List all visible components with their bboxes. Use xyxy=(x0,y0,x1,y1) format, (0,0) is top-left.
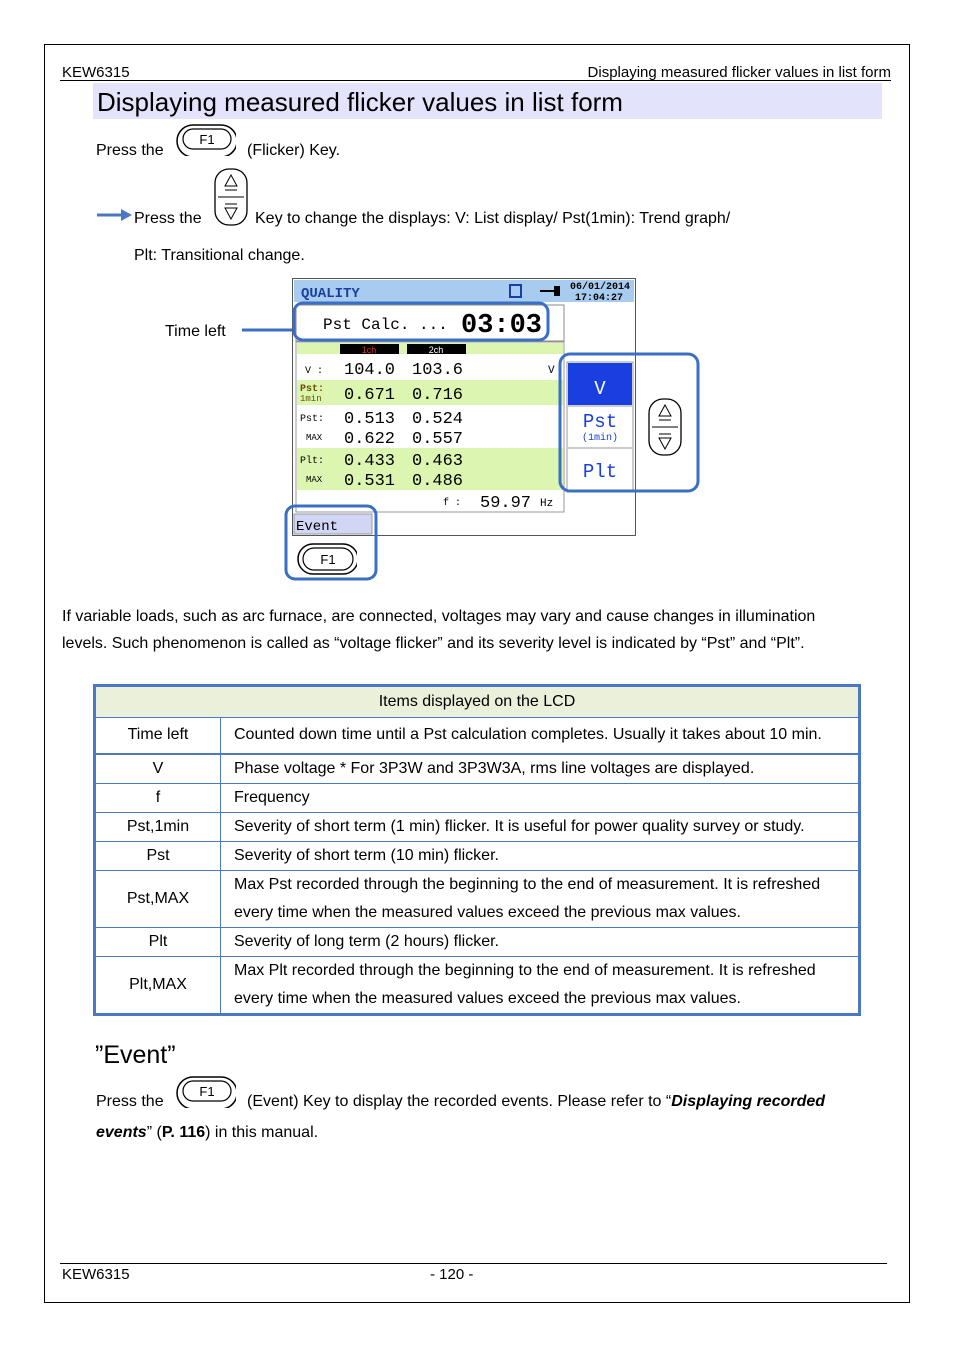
lcd-ch2: 2ch xyxy=(428,345,444,355)
header-model: KEW6315 xyxy=(62,64,130,81)
lcd-time: 17:04:27 xyxy=(575,293,624,304)
row-pltmax-label: MAX xyxy=(306,475,323,485)
row-pst-label: Pst: xyxy=(300,414,325,425)
time-left-callout: Time left xyxy=(165,323,226,340)
lcd-countdown: 03:03 xyxy=(461,311,543,341)
table-desc: Phase voltage * For 3P3W and 3P3W3A, rms line voltages are displayed. xyxy=(221,754,860,784)
lcd-calc-label: Pst Calc. ... xyxy=(323,316,448,334)
side-button-v: V xyxy=(594,378,606,400)
time-left-highlight xyxy=(294,303,548,340)
table-desc: Frequency xyxy=(221,783,860,812)
event-desc: (Event) Key to display the recorded events. Please refer to “ xyxy=(247,1093,672,1110)
freq-label: f : xyxy=(443,498,462,509)
row-pst-ch2: 0.524 xyxy=(412,410,464,429)
lcd-ch1: 1ch xyxy=(361,345,377,355)
footer-model: KEW6315 xyxy=(62,1266,130,1283)
table-item: Plt,MAX xyxy=(95,956,221,1014)
event-soft-button: Event xyxy=(296,519,339,535)
items-table xyxy=(93,684,861,1016)
row-plt-label: Plt: xyxy=(300,456,325,467)
table-item: Pst xyxy=(95,841,221,870)
row-plt-ch2: 0.463 xyxy=(412,452,464,471)
f1-key-label: F1 xyxy=(199,132,215,147)
table-item: Pst,1min xyxy=(95,812,221,841)
freq-unit: Hz xyxy=(540,498,554,510)
table-row xyxy=(95,754,860,784)
section-title: Displaying measured flicker values in list form xyxy=(97,87,623,117)
event-link-part2[interactable]: events xyxy=(96,1124,147,1141)
table-row xyxy=(95,783,860,812)
table-desc xyxy=(221,956,860,1014)
footer-divider xyxy=(60,1263,887,1264)
table-desc xyxy=(221,870,860,927)
table-desc-line: Max Pst recorded through the beginning to the end of measurement. It is refreshed xyxy=(234,875,821,893)
row-pst1min-ch1: 0.671 xyxy=(344,386,396,405)
f1-key-icon xyxy=(176,124,236,156)
side-button-pst: Pst xyxy=(582,411,618,433)
up-down-key-icon xyxy=(214,168,248,226)
step2-prefix: Press the xyxy=(134,210,202,227)
intro-line2: levels. Such phenomenon is called as “voltage flicker” and its severity level is indicated by “Pst” and “Plt”. xyxy=(62,635,805,652)
arrow-right-icon xyxy=(97,208,133,222)
event-link-part1[interactable]: Displaying recorded xyxy=(671,1093,826,1110)
event-prefix: Press the xyxy=(96,1093,164,1110)
table-desc-line: Max Plt recorded through the beginning to the end of measurement. It is refreshed xyxy=(234,961,816,979)
table-desc: Severity of long term (2 hours) flicker. xyxy=(221,927,860,956)
step1-prefix: Press the xyxy=(96,142,164,159)
lcd-title: QUALITY xyxy=(301,286,360,302)
table-row xyxy=(95,956,860,1014)
table-item: Pst,MAX xyxy=(95,870,221,927)
step1-suffix: (Flicker) Key. xyxy=(247,142,341,159)
row-pst-ch1: 0.513 xyxy=(344,410,396,429)
lcd-date: 06/01/2014 xyxy=(570,282,631,293)
table-row xyxy=(95,870,860,927)
row-plt-ch1: 0.433 xyxy=(344,452,396,471)
header-section: Displaying measured flicker values in list form xyxy=(587,64,891,81)
event-text-line2 xyxy=(96,1124,318,1142)
row-pltmax-ch2: 0.486 xyxy=(412,472,464,491)
table-header: Items displayed on the LCD xyxy=(95,686,860,718)
row-pstmax-ch2: 0.557 xyxy=(412,430,464,449)
row-pst1min-ch2: 0.716 xyxy=(412,386,464,405)
table-header-row xyxy=(95,686,860,718)
table-row xyxy=(95,927,860,956)
event-suffix: ) in this manual. xyxy=(205,1124,319,1141)
event-f1-key-label: F1 xyxy=(320,552,336,567)
section-title-band xyxy=(93,83,882,119)
table-row xyxy=(95,718,860,754)
row-pst1min-sub: 1min xyxy=(300,394,322,404)
step2-line2: Plt: Transitional change. xyxy=(134,247,305,264)
table-item: Plt xyxy=(95,927,221,956)
callout-overlays xyxy=(280,298,704,584)
row-pstmax-label: MAX xyxy=(306,433,323,443)
table-desc-line: every time when the measured values exceed the previous max values. xyxy=(234,903,741,921)
intro-line1: If variable loads, such as arc furnace, are connected, voltages may vary and cause changes in illumination xyxy=(62,608,816,625)
table-desc: Severity of short term (10 min) flicker. xyxy=(221,841,860,870)
table-item: Time left xyxy=(95,718,221,754)
event-key-f1-icon xyxy=(176,1076,236,1108)
header-divider xyxy=(60,80,891,81)
event-text xyxy=(247,1093,825,1111)
table-row xyxy=(95,841,860,870)
event-key-f1-label: F1 xyxy=(199,1084,215,1099)
page-frame xyxy=(44,44,910,1303)
event-f1-key-icon xyxy=(297,543,357,575)
side-button-pst-sub: (1min) xyxy=(581,433,619,444)
row-pst1min-label: Pst: xyxy=(300,384,325,395)
table-item: f xyxy=(95,783,221,812)
step2-suffix: Key to change the displays: V: List display/ Pst(1min): Trend graph/ xyxy=(255,210,731,227)
row-pltmax-ch1: 0.531 xyxy=(344,472,396,491)
table-row xyxy=(95,812,860,841)
freq-value: 59.97 xyxy=(480,494,532,513)
table-item: V xyxy=(95,754,221,784)
side-button-plt: Plt xyxy=(582,461,618,483)
table-desc-line: every time when the measured values exceed the previous max values. xyxy=(234,989,741,1007)
row-v-ch1: 104.0 xyxy=(344,361,396,380)
table-desc: Counted down time until a Pst calculation completes. Usually it takes about 10 min. xyxy=(221,718,860,754)
row-pstmax-ch1: 0.622 xyxy=(344,430,396,449)
footer-page-number: - 120 - xyxy=(430,1266,474,1283)
row-v-label: V : xyxy=(305,366,324,377)
table-desc: Severity of short term (1 min) flicker. It is useful for power quality survey or study. xyxy=(221,812,860,841)
row-v-ch2: 103.6 xyxy=(412,361,464,380)
event-mid: ” ( xyxy=(146,1124,162,1141)
row-v-unit: V xyxy=(548,365,555,377)
side-up-down-key-icon xyxy=(648,398,682,456)
event-page-ref[interactable]: P. 116 xyxy=(161,1124,206,1141)
event-title: ”Event” xyxy=(95,1041,176,1069)
